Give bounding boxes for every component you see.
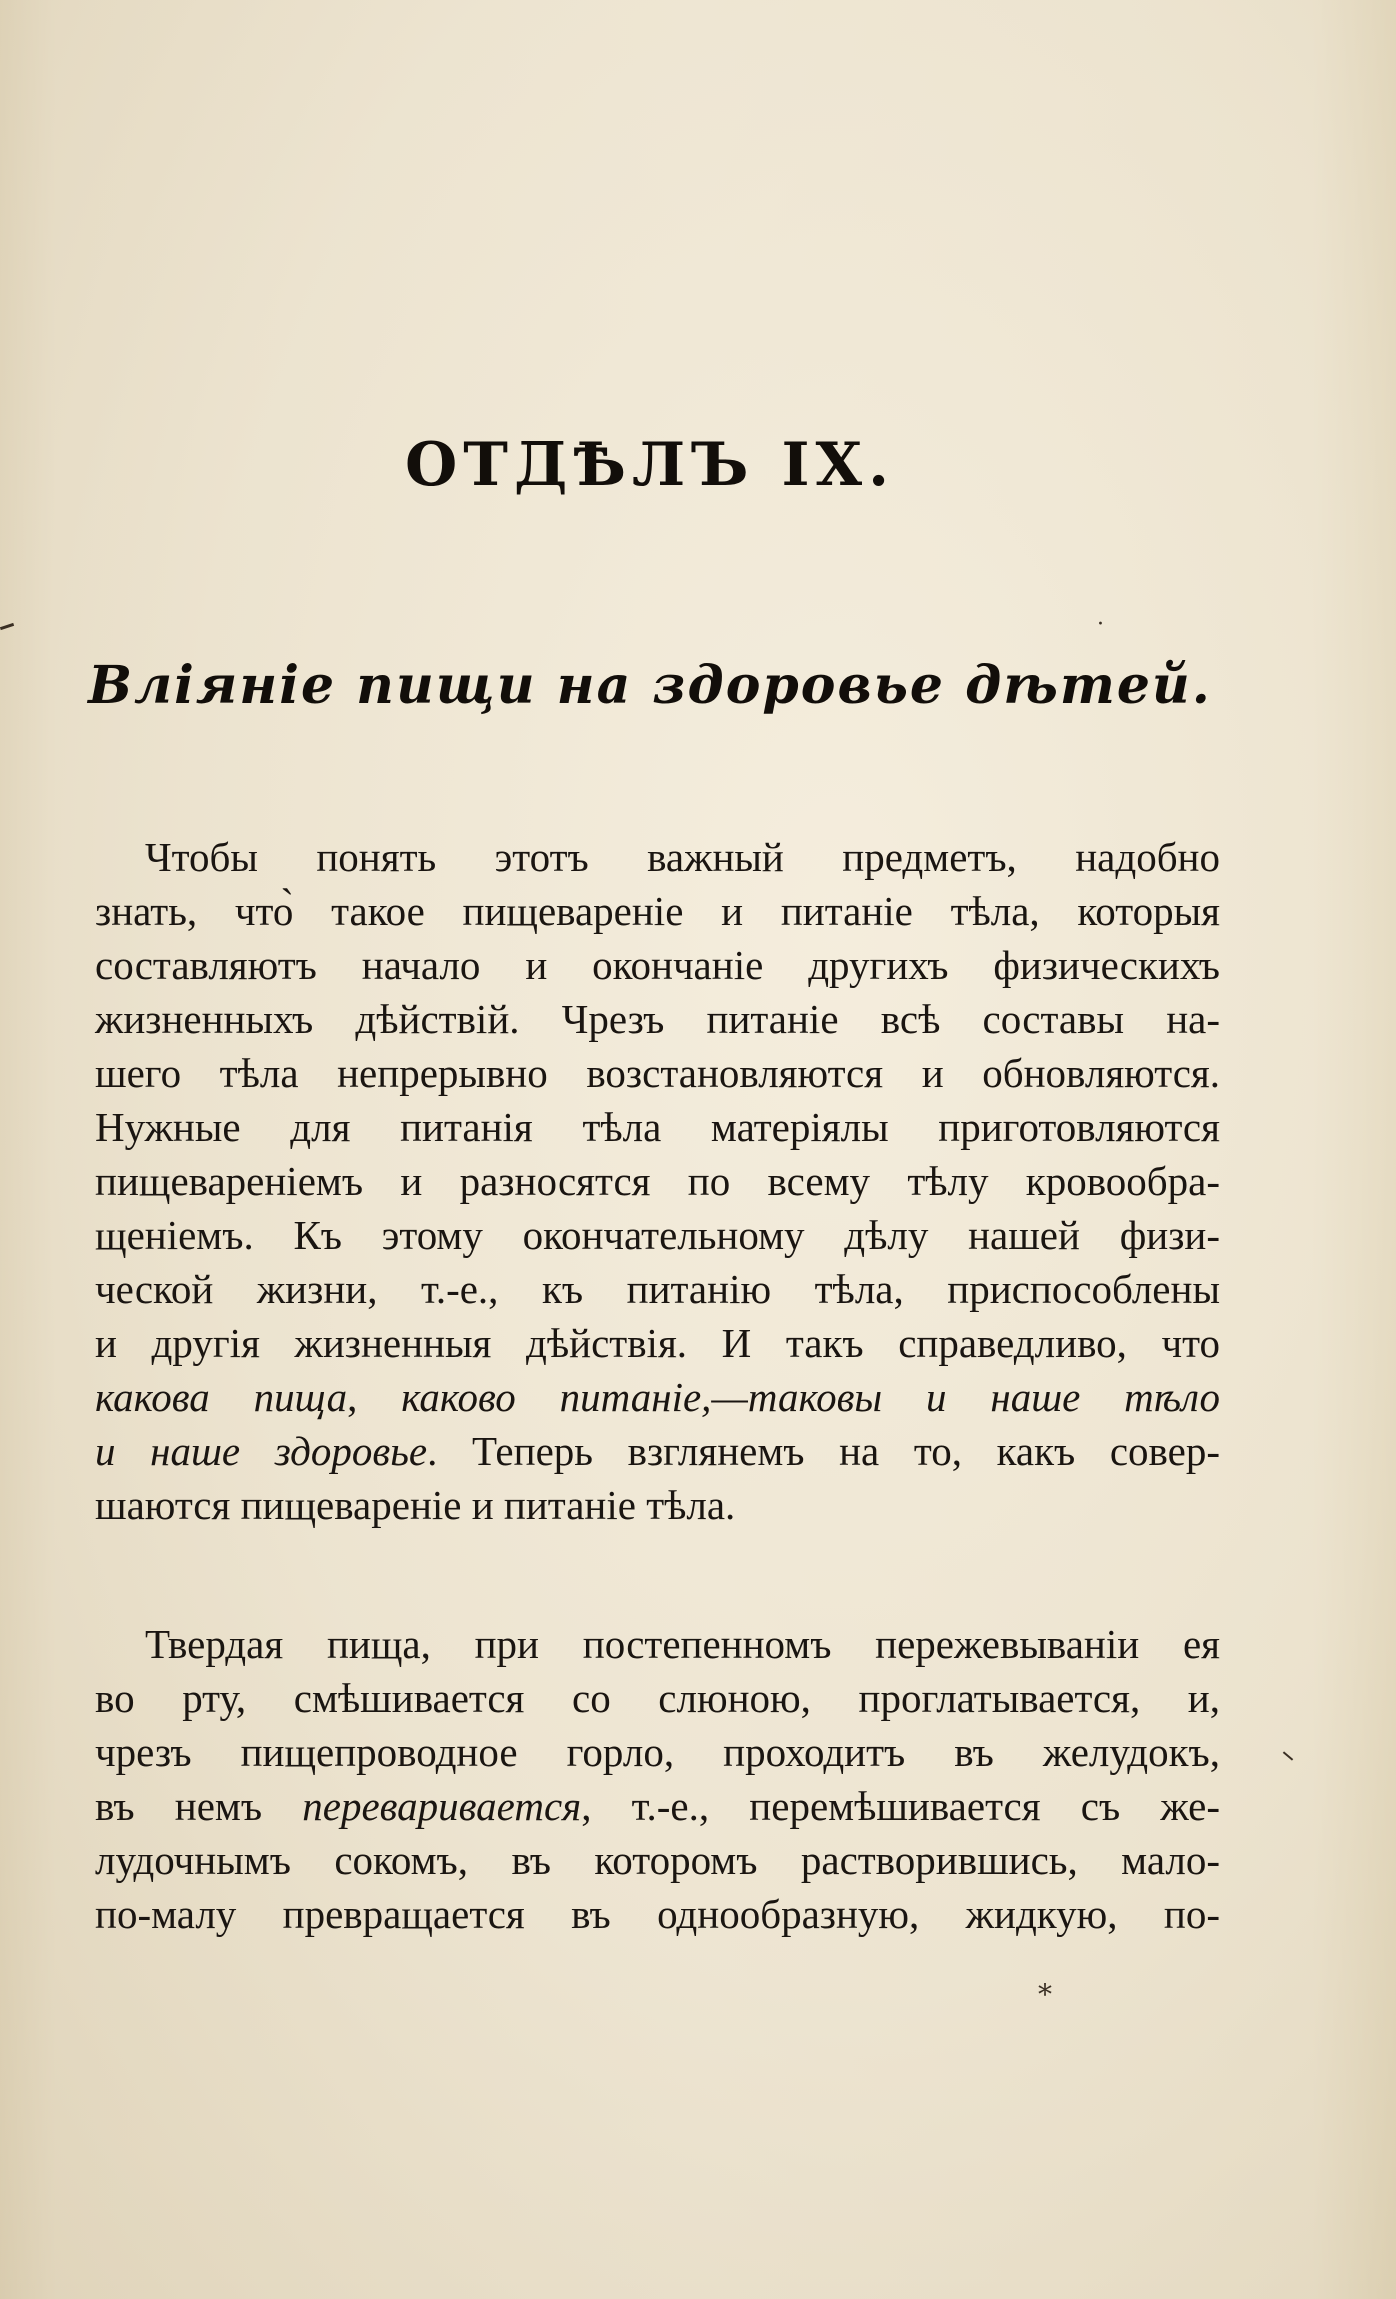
signature-mark: * [1038,1978,1052,2011]
text-fragment: . Теперь взглянемъ на то, какъ совер- [427,1428,1220,1474]
section-title: ОТДѢЛЪ IX. [405,430,895,500]
text-line: и другія жизненныя дѣйствія. И такъ справедливо, что [95,1320,1220,1366]
text-line: щеніемъ. Къ этому окончательному дѣлу нашей физи- [95,1212,1220,1258]
text-line: жизненныхъ дѣйствій. Чрезъ питаніе всѣ составы на- [95,996,1220,1042]
italic-phrase: каково питаніе,—таковы и наше тѣло [401,1374,1221,1420]
text-line: шего тѣла непрерывно возстановляются и обновляются. [95,1050,1220,1096]
text-line: пищевареніемъ и разносятся по всему тѣлу кровообра- [95,1158,1220,1204]
text-line: Нужные для питанія тѣла матеріялы приготовляются [95,1104,1220,1150]
italic-phrase: какова пища [95,1374,348,1420]
text-line: ческой жизни, т.-е., къ питанію тѣла, приспособлены [95,1266,1220,1312]
text-line: Твердая пища, при постепенномъ пережевываніи ея [145,1621,1220,1667]
margin-dot: · [1097,612,1104,637]
italic-phrase: переваривается [302,1783,582,1829]
text-line: знать, что̀ такое пищевареніе и питаніе тѣла, которыя [95,888,1220,934]
section-subtitle: Вліяніе пищи на здоровье дѣтей. [88,655,1212,716]
text-line-with-italic [95,1370,1220,1424]
text-line: шаются пищевареніе и питаніе тѣла. [95,1482,736,1528]
text-fragment: въ немъ [95,1783,303,1829]
text-line: чрезъ пищепроводное горло, проходитъ въ желудокъ, [95,1729,1220,1775]
page-edge-mark [0,623,14,630]
text-line: по-малу превращается въ однообразную, жидкую, по- [95,1891,1220,1937]
text-fragment: , [347,1374,402,1420]
paragraph-1 [95,830,1220,1532]
text-line: лудочнымъ сокомъ, въ которомъ растворившись, мало- [95,1837,1220,1883]
text-line-with-italic [95,1779,1220,1833]
text-fragment: , т.-е., перемѣшивается съ же- [581,1783,1221,1829]
margin-tick-mark [1283,1751,1293,1760]
text-line-with-italic [95,1424,1220,1478]
italic-phrase: и наше здоровье [95,1428,428,1474]
text-line: составляютъ начало и окончаніе другихъ физическихъ [95,942,1220,988]
text-line: во рту, смѣшивается со слюною, проглатывается, и, [95,1675,1220,1721]
text-line: Чтобы понять этотъ важный предметъ, надобно [145,834,1220,880]
paragraph-2 [95,1617,1220,1941]
